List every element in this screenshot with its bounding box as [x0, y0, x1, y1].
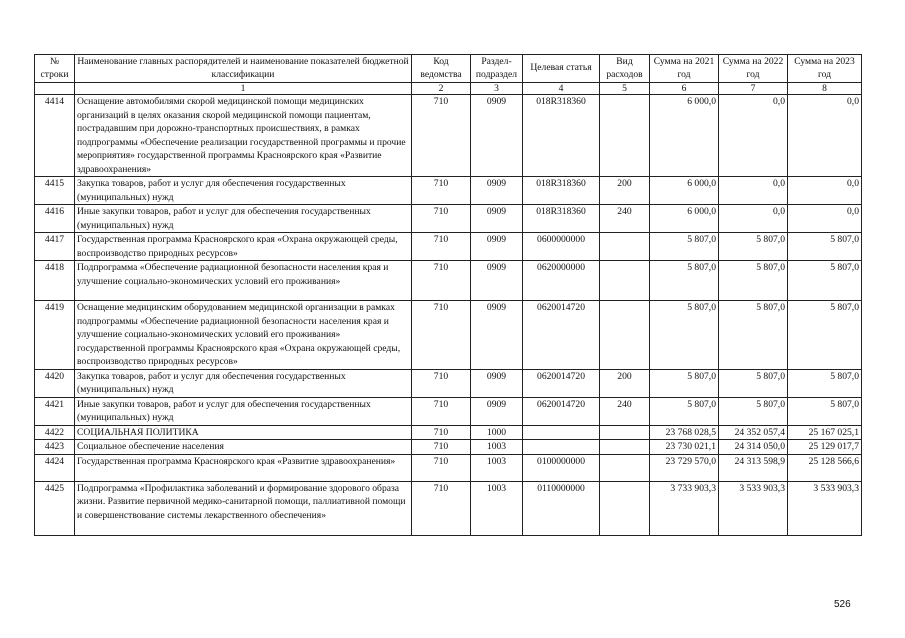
row-name: Подпрограмма «Профилактика заболеваний и формирование здорового образа жизни. Развитие первичной медико-санитарной помощи, паллиативной помощи и совершенствование системы лекарственного обеспечения» [75, 481, 412, 535]
row-target-article: 0600000000 [523, 233, 600, 261]
row-section: 0909 [471, 177, 523, 205]
row-target-article: 0620014720 [523, 301, 600, 370]
row-sum-2021: 6 000,0 [650, 205, 719, 233]
header-name: Наименование главных распорядителей и наименование показателей бюджетной классификации [75, 55, 412, 83]
column-number: 8 [788, 83, 862, 95]
row-sum-2023: 0,0 [788, 205, 862, 233]
row-name: Иные закупки товаров, работ и услуг для обеспечения государственных (муниципальных) нужд [75, 205, 412, 233]
row-target-article: 0620014720 [523, 369, 600, 397]
row-sum-2023: 25 167 025,1 [788, 425, 862, 440]
row-sum-2022: 5 807,0 [719, 233, 788, 261]
row-sum-2023: 5 807,0 [788, 233, 862, 261]
column-number: 6 [650, 83, 719, 95]
row-section: 0909 [471, 95, 523, 177]
row-sum-2023: 0,0 [788, 177, 862, 205]
table-row [35, 261, 862, 301]
row-sum-2021: 23 729 570,0 [650, 454, 719, 481]
row-expense-type: 240 [600, 205, 650, 233]
row-sum-2021: 6 000,0 [650, 177, 719, 205]
row-dept-code: 710 [412, 397, 471, 425]
column-number: 7 [719, 83, 788, 95]
row-sum-2022: 24 313 598,9 [719, 454, 788, 481]
row-name: Подпрограмма «Обеспечение радиационной безопасности населения края и улучшение социально-экономических условий его проживания» [75, 261, 412, 301]
column-number: 3 [471, 83, 523, 95]
header-dept-code: Код ведомства [412, 55, 471, 83]
row-sum-2021: 5 807,0 [650, 233, 719, 261]
row-number: 4420 [35, 369, 75, 397]
row-expense-type [600, 301, 650, 370]
row-name: Закупка товаров, работ и услуг для обеспечения государственных (муниципальных) нужд [75, 177, 412, 205]
row-dept-code: 710 [412, 301, 471, 370]
row-section: 0909 [471, 261, 523, 301]
row-name: Государственная программа Красноярского края «Развитие здравоохранения» [75, 454, 412, 481]
row-expense-type [600, 261, 650, 301]
row-sum-2021: 5 807,0 [650, 397, 719, 425]
row-target-article: 0100000000 [523, 454, 600, 481]
row-expense-type: 240 [600, 397, 650, 425]
row-number: 4422 [35, 425, 75, 440]
row-section: 0909 [471, 397, 523, 425]
row-sum-2021: 23 730 021,1 [650, 440, 719, 455]
row-dept-code: 710 [412, 425, 471, 440]
row-sum-2023: 5 807,0 [788, 397, 862, 425]
column-number: 2 [412, 83, 471, 95]
row-expense-type [600, 233, 650, 261]
page-number: 526 [834, 599, 851, 610]
row-number: 4425 [35, 481, 75, 535]
row-sum-2023: 5 807,0 [788, 261, 862, 301]
row-target-article: 018R318360 [523, 95, 600, 177]
row-sum-2022: 5 807,0 [719, 261, 788, 301]
row-name: Социальное обеспечение населения [75, 440, 412, 455]
row-dept-code: 710 [412, 233, 471, 261]
row-section: 0909 [471, 301, 523, 370]
row-name: Оснащение автомобилями скорой медицинской помощи медицинских организаций в целях оказания скорой медицинской помощи пациентам, пострадавшим при дорожно-транспортных происшествиях, в рамках подпрограммы «Обеспечение реализации государственной программы и прочие мероприятия» государственной программы Красноярского края «Развитие здравоохранения» [75, 95, 412, 177]
row-name: Государственная программа Красноярского края «Охрана окружающей среды, воспроизводство природных ресурсов» [75, 233, 412, 261]
row-number: 4414 [35, 95, 75, 177]
row-dept-code: 710 [412, 454, 471, 481]
row-sum-2022: 5 807,0 [719, 397, 788, 425]
budget-table-container [34, 54, 862, 536]
row-number: 4417 [35, 233, 75, 261]
row-section: 1003 [471, 440, 523, 455]
row-name: Иные закупки товаров, работ и услуг для обеспечения государственных (муниципальных) нужд [75, 397, 412, 425]
row-dept-code: 710 [412, 261, 471, 301]
header-sum-2022: Сумма на 2022 год [719, 55, 788, 83]
row-section: 1003 [471, 454, 523, 481]
row-section: 1000 [471, 425, 523, 440]
row-sum-2021: 5 807,0 [650, 369, 719, 397]
row-sum-2021: 3 733 903,3 [650, 481, 719, 535]
table-row [35, 177, 862, 205]
row-expense-type [600, 425, 650, 440]
table-row [35, 454, 862, 481]
row-expense-type [600, 481, 650, 535]
row-expense-type [600, 440, 650, 455]
table-row [35, 440, 862, 455]
row-target-article: 0620014720 [523, 397, 600, 425]
row-target-article: 0110000000 [523, 481, 600, 535]
row-sum-2021: 6 000,0 [650, 95, 719, 177]
row-number: 4419 [35, 301, 75, 370]
row-sum-2023: 0,0 [788, 95, 862, 177]
column-number: 5 [600, 83, 650, 95]
budget-table [34, 54, 862, 536]
header-expense-type: Вид расходов [600, 55, 650, 83]
row-sum-2022: 0,0 [719, 95, 788, 177]
row-sum-2022: 3 533 903,3 [719, 481, 788, 535]
table-row [35, 369, 862, 397]
row-number: 4421 [35, 397, 75, 425]
row-sum-2022: 24 352 057,4 [719, 425, 788, 440]
header-sum-2021: Сумма на 2021 год [650, 55, 719, 83]
row-expense-type: 200 [600, 177, 650, 205]
row-sum-2021: 5 807,0 [650, 261, 719, 301]
column-number-row [35, 83, 862, 95]
row-section: 1003 [471, 481, 523, 535]
row-expense-type [600, 454, 650, 481]
row-number: 4424 [35, 454, 75, 481]
row-expense-type: 200 [600, 369, 650, 397]
row-sum-2022: 0,0 [719, 177, 788, 205]
row-sum-2022: 5 807,0 [719, 301, 788, 370]
row-dept-code: 710 [412, 177, 471, 205]
row-sum-2023: 25 129 017,7 [788, 440, 862, 455]
row-number: 4416 [35, 205, 75, 233]
header-section: Раздел-подраздел [471, 55, 523, 83]
row-sum-2022: 24 314 050,0 [719, 440, 788, 455]
row-number: 4415 [35, 177, 75, 205]
table-row [35, 301, 862, 370]
row-sum-2021: 23 768 028,5 [650, 425, 719, 440]
header-row-number: № строки [35, 55, 75, 83]
row-name: Оснащение медицинским оборудованием медицинской организации в рамках подпрограммы «Обеспечение радиационной безопасности населения края и улучшение социально-экономических условий его проживания» государственной программы Красноярского края «Охрана окружающей среды, воспроизводство природных ресурсов» [75, 301, 412, 370]
table-row [35, 397, 862, 425]
table-row [35, 95, 862, 177]
row-dept-code: 710 [412, 205, 471, 233]
column-number: 1 [75, 83, 412, 95]
column-number: 4 [523, 83, 600, 95]
row-sum-2023: 5 807,0 [788, 301, 862, 370]
row-dept-code: 710 [412, 440, 471, 455]
row-number: 4418 [35, 261, 75, 301]
row-name: Закупка товаров, работ и услуг для обеспечения государственных (муниципальных) нужд [75, 369, 412, 397]
row-sum-2023: 5 807,0 [788, 369, 862, 397]
row-section: 0909 [471, 369, 523, 397]
row-target-article [523, 440, 600, 455]
table-row [35, 233, 862, 261]
header-target-article: Целевая статья [523, 55, 600, 83]
row-sum-2021: 5 807,0 [650, 301, 719, 370]
row-section: 0909 [471, 233, 523, 261]
row-target-article: 0620000000 [523, 261, 600, 301]
row-dept-code: 710 [412, 481, 471, 535]
column-number [35, 83, 75, 95]
row-section: 0909 [471, 205, 523, 233]
table-row [35, 425, 862, 440]
row-target-article [523, 425, 600, 440]
row-sum-2023: 25 128 566,6 [788, 454, 862, 481]
row-name: СОЦИАЛЬНАЯ ПОЛИТИКА [75, 425, 412, 440]
row-sum-2022: 5 807,0 [719, 369, 788, 397]
row-dept-code: 710 [412, 95, 471, 177]
table-row [35, 481, 862, 535]
table-row [35, 205, 862, 233]
row-expense-type [600, 95, 650, 177]
row-number: 4423 [35, 440, 75, 455]
row-sum-2023: 3 533 903,3 [788, 481, 862, 535]
row-target-article: 018R318360 [523, 177, 600, 205]
header-sum-2023: Сумма на 2023 год [788, 55, 862, 83]
header-row [35, 55, 862, 83]
row-sum-2022: 0,0 [719, 205, 788, 233]
row-dept-code: 710 [412, 369, 471, 397]
row-target-article: 018R318360 [523, 205, 600, 233]
